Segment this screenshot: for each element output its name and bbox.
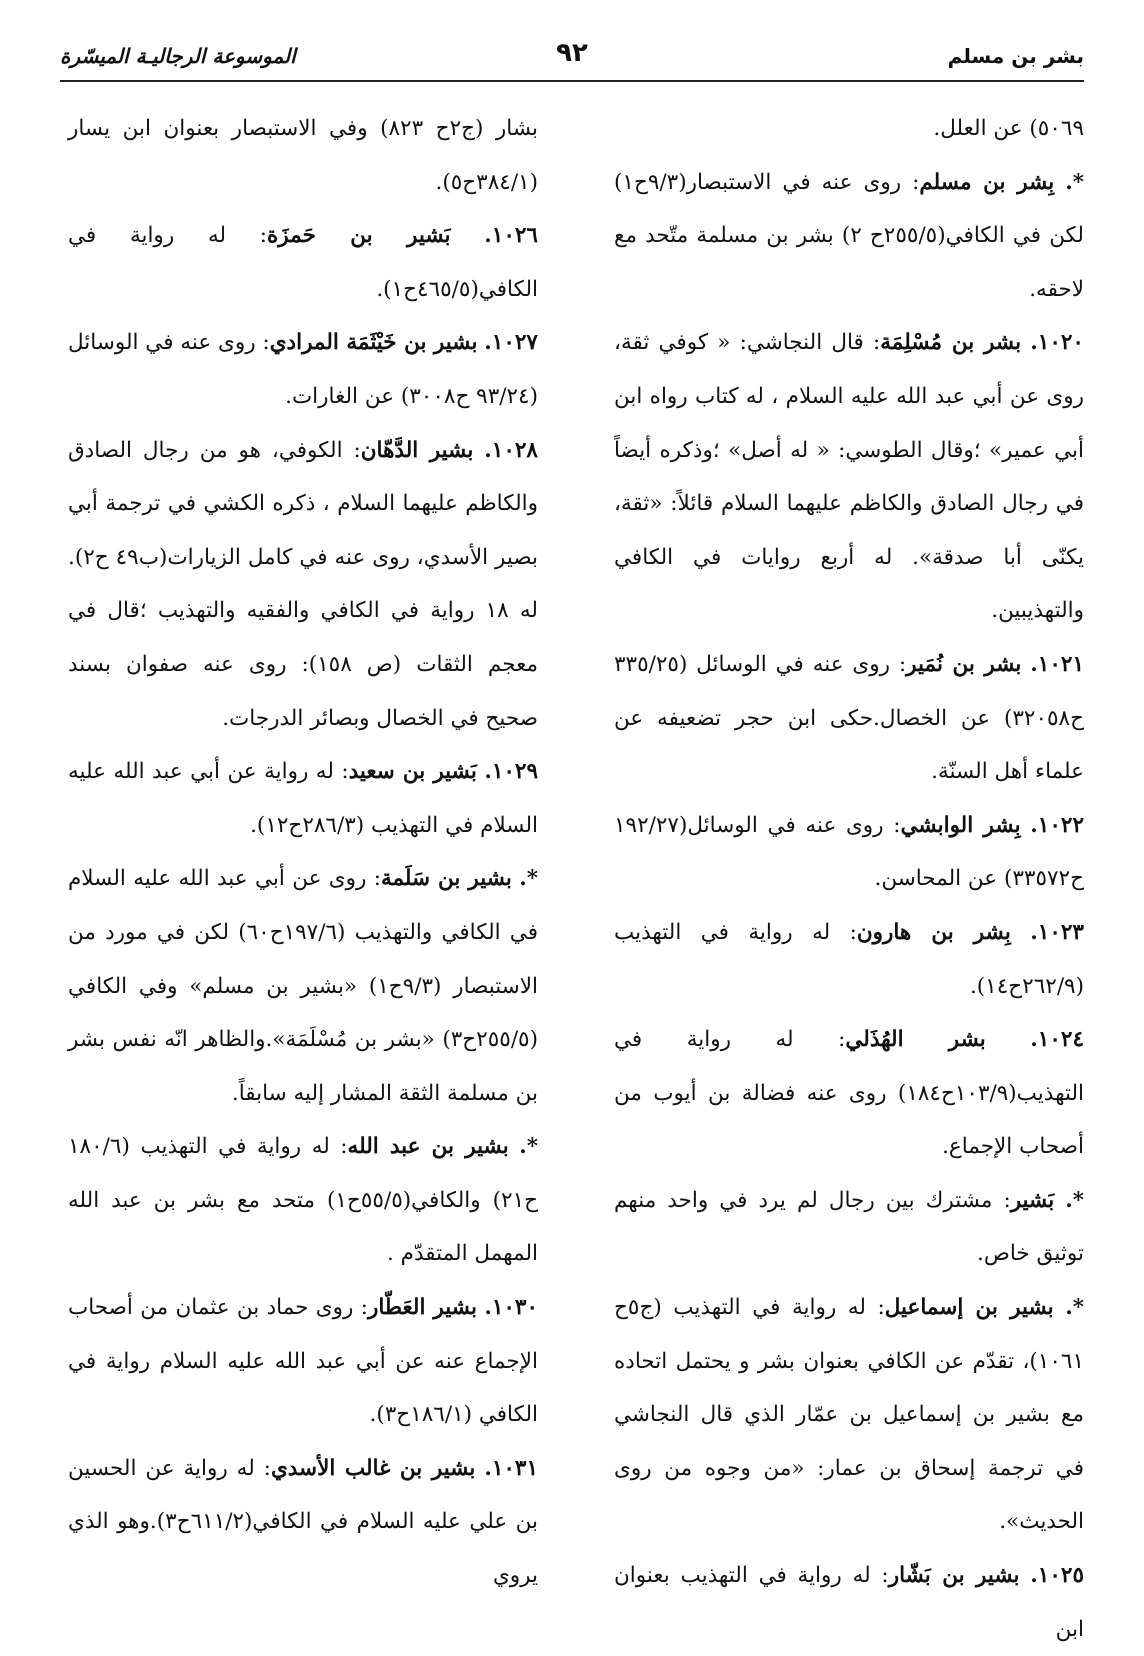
entry-number: ١٠٢٤. — [1030, 1027, 1084, 1053]
entry — [614, 156, 1084, 317]
entry-name: بشر الهُذَلي — [845, 1027, 986, 1053]
entry-name: بشير بن بَشّار — [888, 1563, 1020, 1589]
entry-text: : روى عنه في الوسائل(١٩٢/٢٧ ح٣٣٥٧٢) عن المحاسن. — [614, 812, 1084, 892]
entry — [68, 745, 538, 852]
entry — [614, 638, 1084, 799]
entry-text: : مشترك بين رجال لم يرد في واحد منهم توثيق خاص. — [614, 1187, 1084, 1267]
entry-name: بشير العَطّار — [367, 1295, 477, 1321]
entry-text: : روى حماد بن عثمان من أصحاب الإجماع عنه عن أبي عبد الله عليه السلام رواية في الكافي (١٨٦/١ح٣). — [68, 1295, 538, 1428]
entry-name: بشير الدَّهّان — [360, 437, 474, 463]
entry-number: ١٠٢٧. — [484, 330, 538, 356]
entry-number: *. — [1065, 169, 1084, 195]
entry — [614, 1281, 1084, 1549]
entry — [68, 102, 538, 209]
entry-number: ١٠٢٣. — [1030, 919, 1084, 945]
entry-number: ١٠٢٦. — [484, 223, 538, 249]
running-head-entry: بشر بن مسلم — [947, 44, 1084, 68]
entry-name: بشر بن مُسْلِمَة — [880, 330, 1022, 356]
entry-name: بشير بن سَلَمة — [380, 866, 512, 892]
entry-name: بَشير — [1010, 1187, 1055, 1213]
entry-number: *. — [1065, 1295, 1084, 1321]
entry-number: ١٠٢٢. — [1030, 812, 1084, 838]
right-column — [614, 102, 1084, 1642]
entry-number: ١٠٢٠. — [1030, 330, 1084, 356]
entry-text: : له رواية في التهذيب(١٠٣/٩ح١٨٤) روى عنه فضالة بن أيوب من أصحاب الإجماع. — [614, 1027, 1084, 1160]
entry-number: ١٠٢٩. — [484, 759, 539, 785]
entry-name: بَشير بن حَمزَة — [267, 223, 451, 249]
entry-number: ١٠٢١. — [1030, 651, 1084, 677]
page-header — [60, 34, 1084, 82]
entry: ٥٠٦٩) عن العلل. — [933, 116, 1084, 141]
left-column — [68, 102, 539, 1589]
entry-text: : قال النجاشي: « كوفي ثقة، روى عن أبي عبد الله عليه السلام ، له كتاب رواه ابن أبي عمير» ؛وقال الطوسي: « له أصل» ؛وذكره أيضاً في رجال الصادق والكاظم عليهما السلام قائلاً: «ثقة، يكنّى أبا صدقة». له أربع روايات في الكافي والتهذيبين. — [614, 330, 1084, 624]
entry-text: : له رواية في التهذيب بعنوان ابن — [614, 1563, 1084, 1642]
entry-name: بِشر الوابشي — [900, 812, 1021, 838]
entry — [68, 1281, 538, 1442]
entry-text: : له رواية في الكافي(٤٦٥/٥ح١). — [68, 223, 538, 302]
entry — [614, 1013, 1084, 1174]
entry — [614, 906, 1084, 1013]
entry-text: بشار (ج٢ح ٨٢٣) وفي الاستبصار بعنوان ابن يسار (٣٨٤/١ح٥). — [68, 116, 539, 195]
entry — [614, 316, 1084, 638]
entry-text: : روى عن أبي عبد الله عليه السلام في الكافي والتهذيب (١٩٧/٦ح٦٠) لكن في مورد من الاستبصار (٩/٣ح١) «بشير بن مسلم» وفي الكافي (٢٥٥/٥ح٣) «بشر بن مُسْلَمَة».والظاهر انّه نفس بشر بن مسلمة الثقة المشار إليه سابقاً. — [68, 866, 538, 1106]
entry — [68, 424, 538, 746]
entry — [614, 799, 1084, 906]
entry-name: بَشير بن سعيد — [348, 759, 477, 785]
entry-name: بشير بن عبد الله — [347, 1134, 509, 1160]
entry-number: *. — [1065, 1187, 1084, 1213]
entry — [68, 1120, 538, 1281]
entry-number: ١٠٣١. — [484, 1455, 539, 1481]
entry-number: ١٠٢٥. — [1030, 1563, 1084, 1589]
entry — [68, 209, 538, 316]
entry-name: بشير بن غالب الأسدي — [270, 1455, 476, 1481]
entry-number: *. — [519, 1134, 538, 1160]
entry-text: : روى عنه في الوسائل (٣٣٥/٢٥ ح٣٢٠٥٨) عن الخصال.حكى ابن حجر تضعيفه عن علماء أهل السنّة. — [614, 651, 1084, 785]
entry-name: بشير بن خَيْثَمَة المرادي — [269, 330, 478, 356]
entry-text: : له رواية في التهذيب (ج٥ح ١٠٦١)، تقدّم عن الكافي بعنوان بشر و يحتمل اتحاده مع بشير بن إسماعيل بن عمّار الذي قال النجاشي في ترجمة إسحاق بن عمار: «من وجوه من روى الحديث». — [614, 1295, 1084, 1535]
page-number: ٩٢ — [556, 38, 588, 68]
entry-text: : له رواية في التهذيب (١٨٠/٦ ح٢١) والكافي(٥٥/٥ح١) متحد مع بشر بن عبد الله المهمل المتقدّم . — [68, 1134, 539, 1267]
entry-name: بِشر بن هارون — [856, 919, 1011, 945]
entry — [68, 1442, 538, 1603]
entry-name: بشر بن نُمَير — [906, 651, 1022, 677]
running-head-book-title: الموسوعة الرجاليـة الميسّرة — [60, 44, 296, 68]
entry-name: بشير بن إسماعيل — [884, 1295, 1054, 1321]
entry-text: : له رواية في التهذيب (٢٦٢/٩ح١٤). — [614, 919, 1084, 999]
entry-text: : روى عنه في الاستبصار(٩/٣ح١) لكن في الكافي(٢٥٥/٥ح ٢) بشر بن مسلمة متّحد مع لاحقه. — [614, 169, 1084, 302]
entry — [614, 1174, 1084, 1281]
entry — [68, 852, 538, 1120]
entry — [614, 1549, 1084, 1656]
entry — [68, 316, 538, 423]
entry-number: *. — [519, 866, 538, 892]
entry-text: : له رواية عن أبي عبد الله عليه السلام في التهذيب (٢٨٦/٣ح١٢). — [68, 759, 538, 838]
entry-number: ١٠٢٨. — [484, 437, 538, 463]
entry-text: : الكوفي، هو من رجال الصادق والكاظم عليهما السلام ، ذكره الكشي في ترجمة أبي بصير الأسدي، روى عنه في كامل الزيارات(ب٤٩ ح٢). له ١٨ رواية في الكافي والفقيه والتهذيب ؛قال في معجم الثقات (ص ١٥٨): روى عنه صفوان بسند صحيح في الخصال وبصائر الدرجات. — [68, 437, 539, 731]
entry-number: ١٠٣٠. — [484, 1295, 539, 1321]
entry-text: : روى عنه في الوسائل (٩٣/٢٤ ح٣٠٠٨) عن الغارات. — [68, 330, 538, 409]
entry-name: بِشر بن مسلم — [919, 169, 1055, 195]
entry-text: : له رواية عن الحسين بن علي عليه السلام في الكافي(٦١١/٢ح٣).وهو الذي يروي — [68, 1455, 538, 1589]
